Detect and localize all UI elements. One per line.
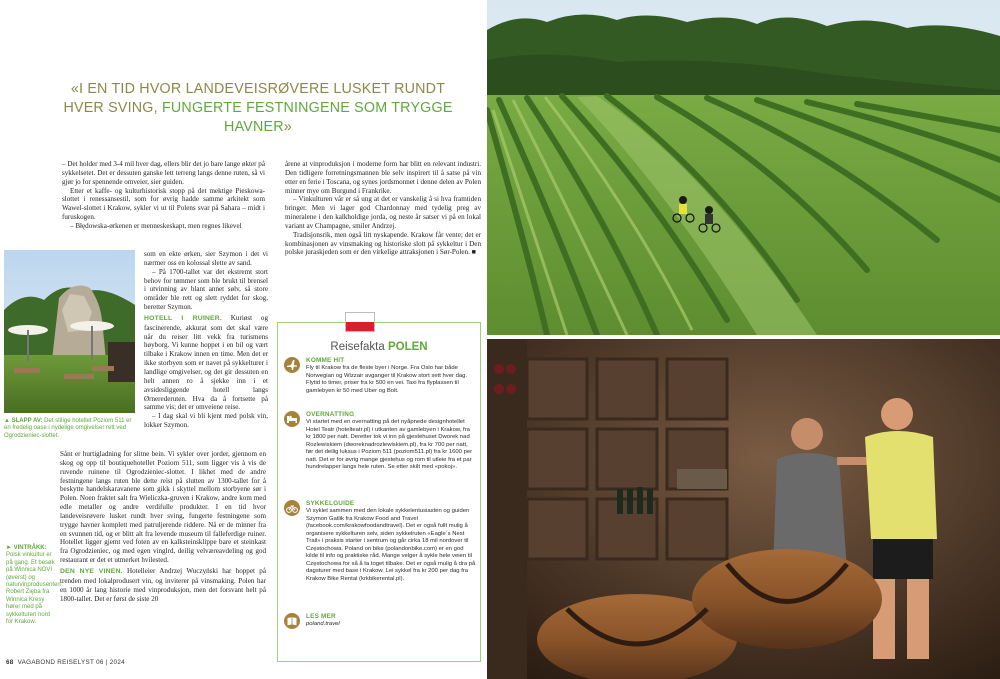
paragraph: Tradisjonsrik, men også litt nyskapende. Krakow får vente; det er kombinasjonen av vinsmaking og historiske slott på sykkeltur i Den polske juraskjeden som er den virkelige attraksjonen i Sør-Polen. ■ <box>285 230 481 257</box>
subhead-hotell-i-ruiner: HOTELL I RUINER. <box>144 314 222 322</box>
fact-body: Fly til Krakow fra de fleste byer i Norge. Fra Oslo har både Norwegian og Wizzair avganger til Krakow stort sett hver dag. Flytid to timer, priser fra kr 500 en vei. Taxi fra flyplassen til gamlebyen kr 50 med Uber og Bolt. <box>306 365 468 394</box>
paragraph: – Vinkulturen vår er så ung at det er vanskelig å si hva framtiden bringer. Men vi lager god Chardonnay med tydelig preg av mineralene i den kalkholdige jorda, og neste år satser vi på en lokal variant av Champagne, smiler Andrzej. <box>285 195 481 230</box>
paragraph: – På 1700-tallet var det ekstremt stort behov for tømmer som ble brukt til brensel i utvinning av blant annet sølv, så store områder ble rett og slett ryddet for skog, beretter Szymon. <box>144 267 268 312</box>
garden-photo-caption <box>4 418 134 440</box>
facts-title-prefix: Reisefakta <box>330 341 388 353</box>
travel-facts-box <box>277 322 481 662</box>
fact-head: LES MER <box>306 613 336 620</box>
plane-icon <box>284 357 300 373</box>
facts-title <box>278 341 480 353</box>
fact-head: SYKKELGUIDE <box>306 500 355 507</box>
fact-head: OVERNATTING <box>306 411 355 418</box>
bike-icon <box>284 500 300 516</box>
facts-title-country: POLEN <box>387 341 428 353</box>
hotel-garden-photo <box>4 250 135 413</box>
bed-icon <box>284 411 300 427</box>
paragraph: – Błędowska-ørkenen er menneskeskapt, men regnes likevel <box>70 221 242 230</box>
fact-body: Vi syklet sammen med den lokale sykkelentusiasten og guiden Szymon Gatlik fra Krakow Food and Travel (facebook.com/krakowfoodandtravel). Det er også fullt mulig å organisere sykkelturen selv, siden sykkelruten «Eagle´s Nest Trail» i praksis starter i sentrum og går cirka 18 mil nordover til Częstochowa. Poland on bike (polandonbike.com) er en god kilde til info og praktiske råd. Mange velger å sykle hele veien til Częstochowa for så å ta toget tilbake. Det er også mulig å dra på dagsturer med base i Krakow. Lei sykkel fra kr 200 per dag fra Krakow Bike Rental (krkbikerental.pl). <box>306 508 476 582</box>
left-page <box>0 0 487 679</box>
book-icon <box>284 613 300 629</box>
magazine-issue: VAGABOND REISELYST 06 | 2024 <box>17 659 125 666</box>
side-caption <box>6 545 61 626</box>
paragraph: Etter et kaffe- og kulturhistorisk stopp på det mektige Pieskowa-slottet i renessansestil, som for øvrig hadde samme arkitekt som Wawel-slottet i Krakow, sykler vi ut til Polens svar på Sahara – midt i furuskogen. <box>62 186 265 222</box>
right-page <box>487 0 1000 679</box>
pull-quote <box>58 80 458 137</box>
pull-quote-part2: » <box>283 119 292 135</box>
paragraph: årene at vinproduksjon i moderne form har blitt en relevant industri. Den tidligere forretningsmannen ble selv inspirert til å satse på vin etter en ferie i Toscana, og synes jordsmonnet i denne delen av Polen minner mye om Burgund i Frankrike. <box>285 160 481 195</box>
fact-body: Vi startet med en overnatting på det nyåpnede designhotellet Hotel Teatr (hotelteatr.pl) i utkanten av gamlebyen i Krakow, fra kr 1800 per natt. Deretter tok vi inn på gjestehuset Dworek nad Rozlewiskiem (dworeknadrozlewiskiem.pl), fra kr 700 per natt, før det deilig luksus i Poziom 511 (poziom511.pl) fra kr 1600 per natt. Det er for øvrig mange gjestehus og rom til utleie fra et par hundrelapper langs hele ruten. Se etter skilt med «pokoj». <box>306 419 473 471</box>
paragraph: som en ekte ørken, sier Szymon i det vi nærmer oss en kolossal slette av sand. <box>144 250 268 267</box>
caption-head: ▲ SLAPP AV: <box>4 418 43 424</box>
body-column-2 <box>285 160 481 257</box>
paragraph <box>60 567 266 603</box>
body-column-1-bottom <box>60 450 266 603</box>
vineyard-cyclists-photo <box>487 0 1000 335</box>
subhead-den-nye-vinen: DEN NYE VINEN. <box>60 567 123 575</box>
caption-head: ► VINTRÅKK: <box>6 545 47 551</box>
caption-text: Det stilige hotellet Poziom 511 er en fredelig oase i nydelige omgivelser rett ved Ogrodzieniec-slottet. <box>4 418 132 439</box>
body-column-1-top <box>62 160 265 231</box>
wine-cellar-photo <box>487 339 1000 679</box>
caption-text: Polsk vinkultur er på gang. Et besøk på Winnica NOVI (øverst) og naturvinprodusenten Robert Zięba fra Winnica Kresy hører med på sykkelturen nord for Krakow. <box>6 552 61 626</box>
paragraph: – I dag skal vi bli kjent med polsk vin, lokker Szymon. <box>144 412 268 430</box>
poland-flag-icon <box>345 312 375 332</box>
pull-quote-highlight: FUNGERTE FESTNINGENE SOM TRYGGE HAVNER <box>161 100 453 135</box>
page-number: 68 <box>6 659 14 666</box>
fact-link[interactable]: poland.travel <box>306 621 340 627</box>
paragraph-text: Hotelleier Andrzej Wuczyński har hoppet på trenden med lokalprodusert vin, og inviterer på vinsmaking. Polen har en 1000 år lang historie med vinproduksjon, men det forsvant helt på 1800-tallet. Det er først de siste 20 <box>60 566 266 603</box>
pull-quote-part1: «I EN TID HVOR LANDEVEISRØVERE LUSKET RUNDT HVER SVING, <box>63 81 446 116</box>
paragraph <box>144 314 268 412</box>
page-footer <box>6 659 125 666</box>
paragraph: Sånt er hurtigladning for slitne bein. Vi sykler over jorder, gjennom en skog og opp til boutiquehotellet Poziom 511, som ligger vis à vis de ruvende ruinene til Ogrodzieniec-slottet. I likhet med de andre festningene langs ruten ble dette reist på slutten av 1300-tallet for å beskytte handelskaravanene som gikk i skyttel mellom storbyene sør i Polen. Noen fraktet salt fra Wieliczka-gruven i Krakow, andre kom med edle metaller og andre verdifulle produkter. I en tid hvor landeveisrøvere lusket rundt hver sving, fungerte festningene som trygge havner komplett med patruljerende riddere. Nå er de minner fra en svunnen tid, og er blitt alt fra levende museum til falleferdige ruiner. Hotellet ligger gjemt ved foten av en kalksteinsklippe bare et steinkast fra Ogrodzieniec, og med egen vinglrd, deilig velværeavdeling og god restaurant er det et utmerket hvilested. <box>60 450 266 565</box>
paragraph-text: Kuriøst og fascinerende, akkurat som det skal være når du reiser litt vekk fra turismens høyborg. Vi kunne hoppet i en bil og vært tilbake i Krakow innen en time. Men det er ikke storbyen som er navet på sykkelturer i landlige omgivelser, og det gir dessuten en helt annen ro å sjekke inn i et avsidesliggende hotell langs Ørnerederuten. Hva da å fortsette på samme vis; det er omveiene reise. <box>144 313 269 412</box>
fact-head: KOMME HIT <box>306 357 345 364</box>
body-column-1-mid <box>144 250 268 430</box>
paragraph: – Det holder med 3-4 mil hver dag, ellers blir det jo bare lange økter på sykkelsetet. Det er dessuten ganske lett terreng langs denne ruten, så vi gjør jo for spennende omveier, sier guiden. <box>62 160 265 186</box>
